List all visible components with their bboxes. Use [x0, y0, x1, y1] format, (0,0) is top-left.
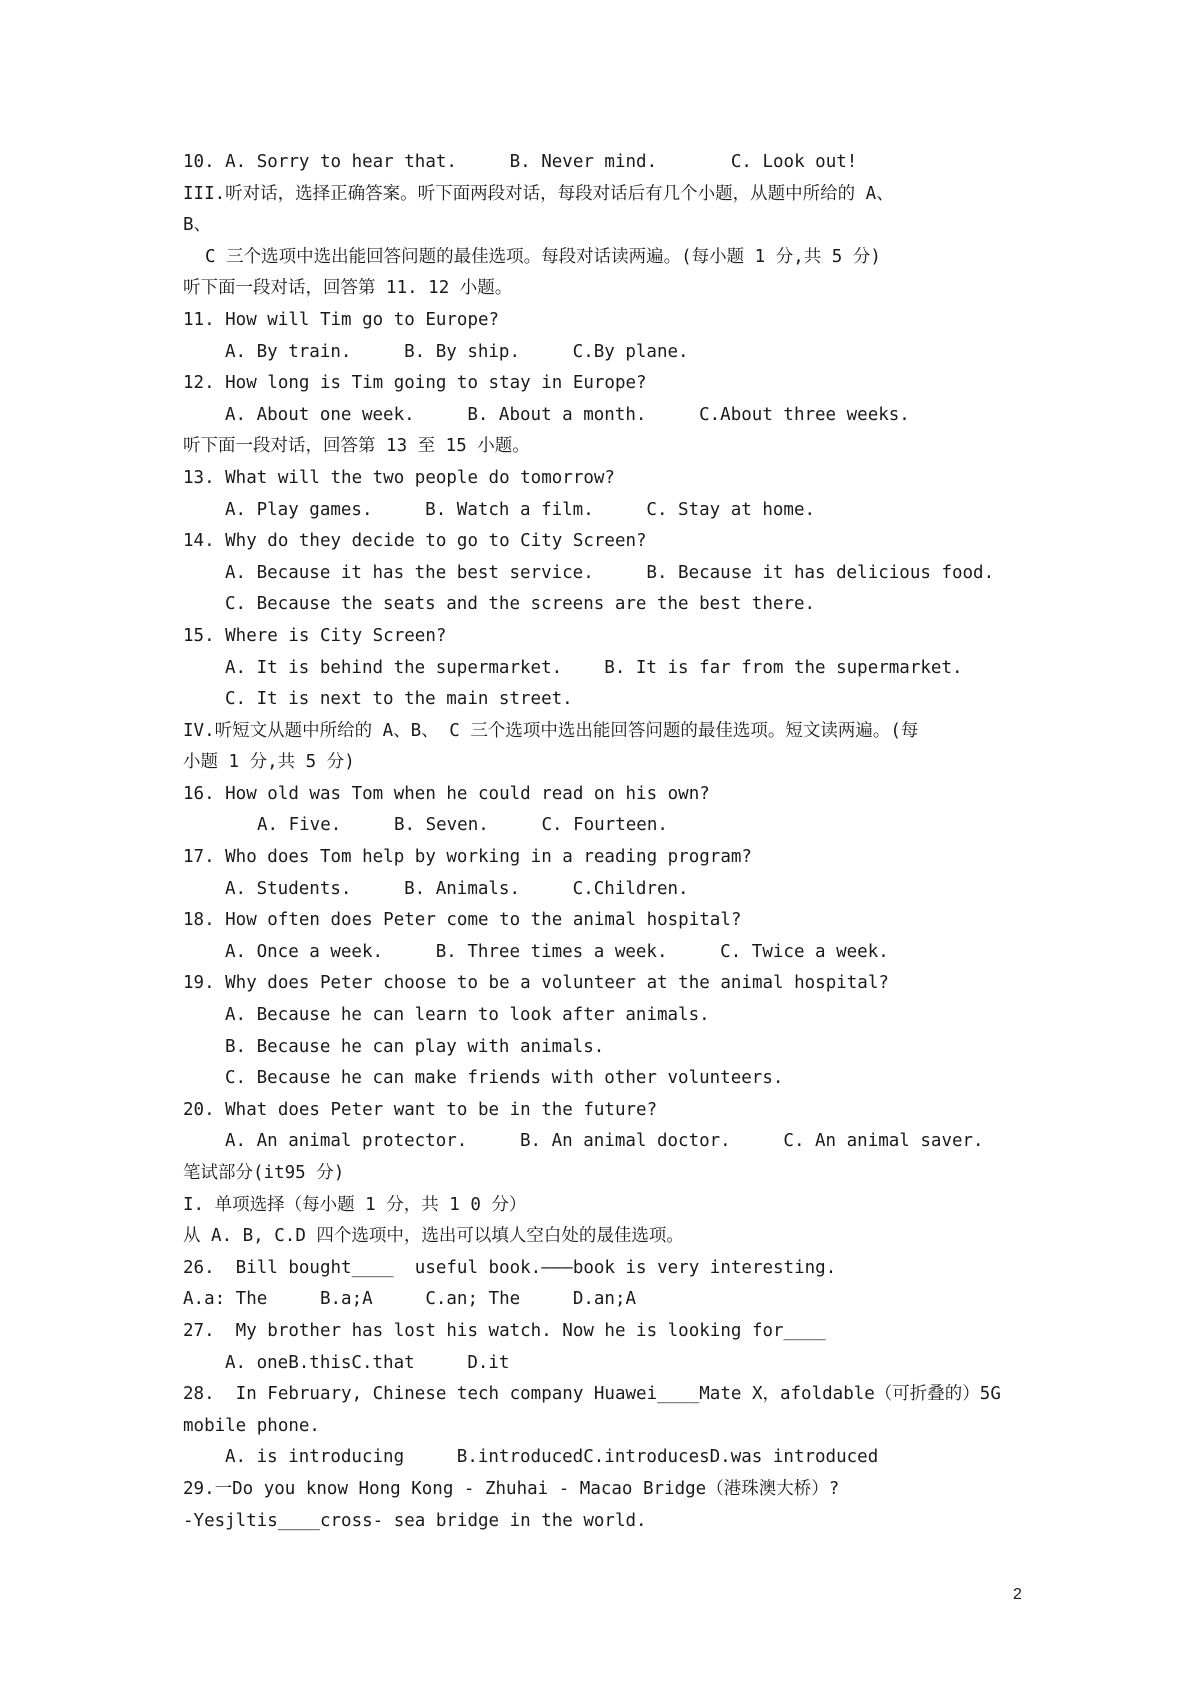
dialogue-2-note: 听下面一段对话，回答第 13 至 15 小题。	[183, 436, 530, 457]
section-iv-instructions-cont: 小题 1 分,共 5 分)	[183, 752, 355, 773]
question-18: 18. How often does Peter come to the animal hospital?	[183, 910, 742, 931]
question-28-options: A. is introducing B.introducedC.introducesD.was introduced	[225, 1447, 879, 1468]
question-15: 15. Where is City Screen?	[183, 625, 447, 646]
dialogue-1-note: 听下面一段对话，回答第 11. 12 小题。	[183, 278, 513, 299]
section-iv-instructions: IV.听短文从题中所给的 A、B、 C 三个选项中选出能回答问题的最佳选项。短文读两遍。(每	[183, 720, 919, 741]
section-iii-instructions-cont: C 三个选项中选出能回答问题的最佳选项。每段对话读两遍。(每小题 1 分,共 5 分)	[205, 246, 881, 267]
question-26: 26. Bill bought____ useful book.———book is very interesting.	[183, 1257, 837, 1278]
question-12-options: A. About one week. B. About a month. C.About three weeks.	[225, 404, 910, 425]
question-15-option-c: C. It is next to the main street.	[225, 689, 573, 710]
section-iii-instructions-cont: B、	[183, 215, 212, 236]
question-20: 20. What does Peter want to be in the future?	[183, 1099, 658, 1120]
question-14: 14. Why do they decide to go to City Screen?	[183, 531, 647, 552]
question-26-options: A.a: The B.a;A C.an; The D.an;A	[183, 1289, 637, 1310]
question-19-option-c: C. Because he can make friends with other volunteers.	[225, 1068, 784, 1089]
question-28: 28. In February, Chinese tech company Huawei____Mate X，afoldable（可折叠的）5G	[183, 1384, 1001, 1405]
question-27-options: A. oneB.thisC.that D.it	[225, 1352, 510, 1373]
question-14-option-c: C. Because the seats and the screens are the best there.	[225, 594, 816, 615]
question-15-options-ab: A. It is behind the supermarket. B. It is far from the supermarket.	[225, 657, 963, 678]
question-29-cont: -Yesjltis____cross- sea bridge in the world.	[183, 1510, 647, 1531]
section-i-heading: I. 单项选择（每小题 1 分，共 1 0 分）	[183, 1194, 527, 1215]
question-27: 27. My brother has lost his watch. Now he is looking for____	[183, 1320, 826, 1341]
question-12: 12. How long is Tim going to stay in Europe?	[183, 373, 647, 394]
section-i-instructions: 从 A. B, C.D 四个选项中，选出可以填人空白处的晟佳选项。	[183, 1226, 684, 1247]
question-19-option-a: A. Because he can learn to look after animals.	[225, 1005, 710, 1026]
question-29: 29.一Do you know Hong Kong - Zhuhai - Macao Bridge（港珠澳大桥）?	[183, 1478, 840, 1499]
question-13: 13. What will the two people do tomorrow?	[183, 467, 615, 488]
question-19: 19. Why does Peter choose to be a volunteer at the animal hospital?	[183, 973, 889, 994]
question-20-options: A. An animal protector. B. An animal doctor. C. An animal saver.	[225, 1131, 984, 1152]
exam-content	[183, 147, 1043, 1537]
question-17: 17. Who does Tom help by working in a reading program?	[183, 847, 752, 868]
question-18-options: A. Once a week. B. Three times a week. C. Twice a week.	[225, 941, 889, 962]
question-11: 11. How will Tim go to Europe?	[183, 309, 500, 330]
question-19-option-b: B. Because he can play with animals.	[225, 1036, 605, 1057]
question-17-options: A. Students. B. Animals. C.Children.	[225, 878, 689, 899]
question-14-options-ab: A. Because it has the best service. B. Because it has delicious food.	[225, 562, 995, 583]
page-number: 2	[1013, 1586, 1022, 1603]
question-10-options: 10. A. Sorry to hear that. B. Never mind. C. Look out!	[183, 152, 858, 172]
question-28-cont: mobile phone.	[183, 1415, 320, 1436]
section-iii-instructions: III.听对话，选择正确答案。听下面两段对话，每段对话后有几个小题，从题中所给的 A、	[183, 183, 894, 204]
question-16: 16. How old was Tom when he could read on his own?	[183, 783, 710, 804]
written-part-heading: 笔试部分(it95 分)	[183, 1163, 345, 1183]
question-13-options: A. Play games. B. Watch a film. C. Stay at home.	[225, 499, 816, 520]
question-11-options: A. By train. B. By ship. C.By plane.	[225, 341, 689, 362]
question-16-options: A. Five. B. Seven. C. Fourteen.	[257, 815, 668, 836]
